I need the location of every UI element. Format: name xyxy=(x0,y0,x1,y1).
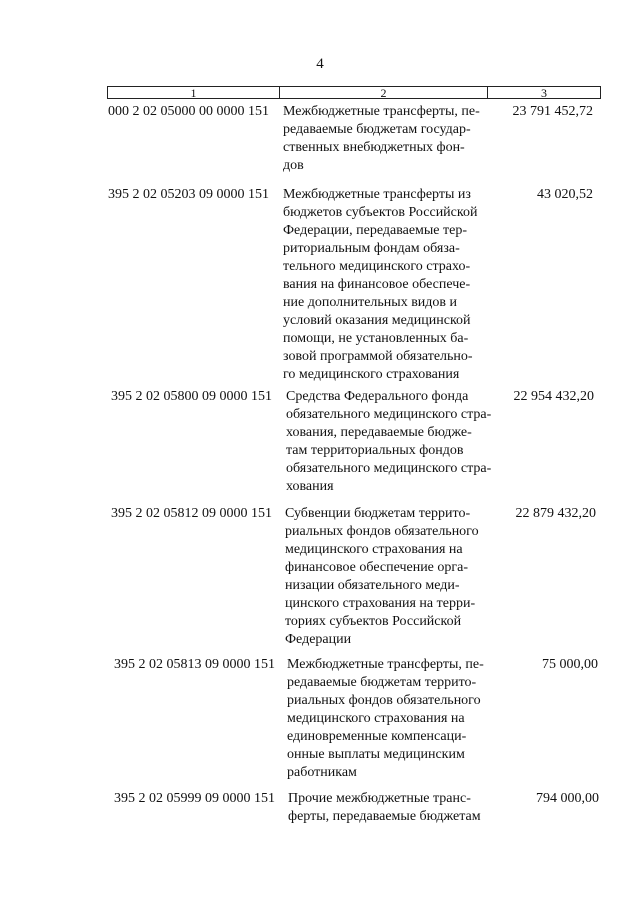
description-line: обязательного медицинского стра- xyxy=(286,461,492,476)
description-line: финансовое обеспечение орга- xyxy=(285,560,469,575)
description-line: риальных фондов обязательного xyxy=(285,524,479,539)
budget-code: 395 2 02 05812 09 0000 151 xyxy=(111,506,272,521)
row-description xyxy=(283,103,488,175)
table-header xyxy=(107,86,601,99)
description-line: Федерации xyxy=(285,632,352,647)
description-line: работникам xyxy=(287,765,357,780)
row-amount: 794 000,00 xyxy=(536,791,599,806)
description-line: бюджетов субъектов Российской xyxy=(283,205,478,220)
description-line: Межбюджетные трансферты из xyxy=(283,187,471,202)
description-line: го медицинского страхования xyxy=(283,367,460,382)
description-line: низации обязательного меди- xyxy=(285,578,460,593)
header-col-1: 1 xyxy=(108,87,280,98)
description-line: ториях субъектов Российской xyxy=(285,614,462,629)
budget-code: 000 2 02 05000 00 0000 151 xyxy=(108,104,269,119)
description-line: Прочие межбюджетные транс- xyxy=(288,791,471,806)
page-number: 4 xyxy=(316,56,324,72)
description-line: хования xyxy=(286,479,334,494)
row-description xyxy=(285,505,490,649)
budget-code: 395 2 02 05800 09 0000 151 xyxy=(111,389,272,404)
description-line: Межбюджетные трансферты, пе- xyxy=(287,657,484,672)
description-line: хования, передаваемые бюдже- xyxy=(286,425,472,440)
description-line: медицинского страхования на xyxy=(287,711,465,726)
description-line: помощи, не установленных ба- xyxy=(283,331,469,346)
row-amount: 43 020,52 xyxy=(537,187,593,202)
budget-code: 395 2 02 05813 09 0000 151 xyxy=(114,657,275,672)
description-line: онные выплаты медицинским xyxy=(287,747,465,762)
description-line: риальных фондов обязательного xyxy=(287,693,481,708)
row-description xyxy=(286,388,491,496)
description-line: ние дополнительных видов и xyxy=(283,295,458,310)
description-line: зовой программой обязательно- xyxy=(283,349,473,364)
description-line: условий оказания медицинской xyxy=(283,313,471,328)
description-line: вания на финансовое обеспече- xyxy=(283,277,471,292)
row-description xyxy=(283,186,488,384)
row-amount: 22 954 432,20 xyxy=(513,389,594,404)
row-amount: 22 879 432,20 xyxy=(515,506,596,521)
description-line: Межбюджетные трансферты, пе- xyxy=(283,104,480,119)
description-line: обязательного медицинского стра- xyxy=(286,407,492,422)
description-line: Средства Федерального фонда xyxy=(286,389,469,404)
description-line: там территориальных фондов xyxy=(286,443,464,458)
description-line: Субвенции бюджетам террито- xyxy=(285,506,471,521)
description-line: тельного медицинского страхо- xyxy=(283,259,471,274)
description-line: ферты, передаваемые бюджетам xyxy=(288,809,481,824)
description-line: единовременные компенсаци- xyxy=(287,729,467,744)
row-amount: 23 791 452,72 xyxy=(512,104,593,119)
row-amount: 75 000,00 xyxy=(542,657,598,672)
header-col-3: 3 xyxy=(541,86,547,100)
budget-code: 395 2 02 05203 09 0000 151 xyxy=(108,187,269,202)
header-col-2: 2 xyxy=(280,87,488,98)
row-description xyxy=(287,656,492,782)
description-line: Федерации, передаваемые тер- xyxy=(283,223,468,238)
row-description xyxy=(288,790,493,826)
description-line: редаваемые бюджетам государ- xyxy=(283,122,471,137)
description-line: медицинского страхования на xyxy=(285,542,463,557)
description-line: цинского страхования на терри- xyxy=(285,596,476,611)
description-line: дов xyxy=(283,158,304,173)
description-line: ственных внебюджетных фон- xyxy=(283,140,465,155)
description-line: редаваемые бюджетам террито- xyxy=(287,675,477,690)
description-line: риториальным фондам обяза- xyxy=(283,241,460,256)
budget-code: 395 2 02 05999 09 0000 151 xyxy=(114,791,275,806)
